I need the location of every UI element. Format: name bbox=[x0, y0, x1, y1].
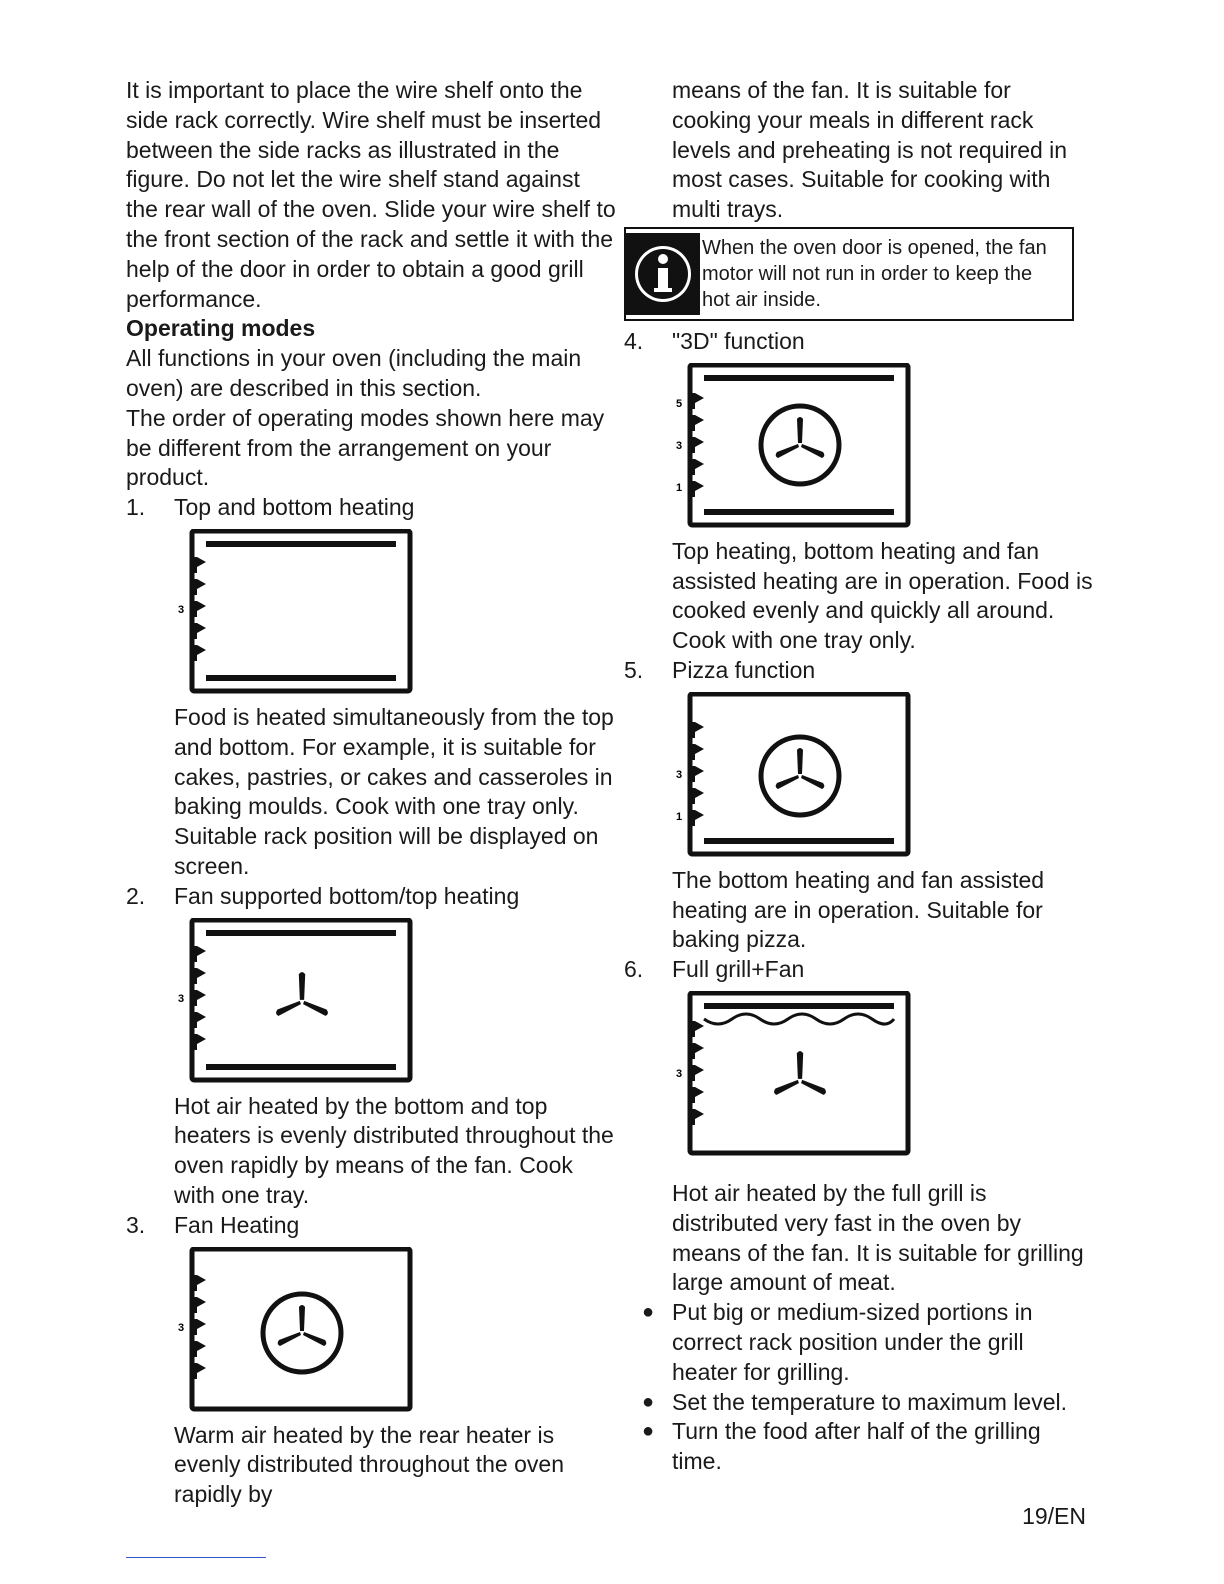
rack-label-3: 3 bbox=[676, 1067, 683, 1080]
list-item-text: Set the temperature to maximum level. bbox=[672, 1388, 1067, 1415]
mode-3-description: Warm air heated by the rear heater is evenly distributed throughout the oven rapidly by bbox=[174, 1421, 564, 1508]
rack-label-3: 3 bbox=[178, 603, 185, 616]
mode-1-number: 1. bbox=[126, 494, 146, 521]
rack-label-3: 3 bbox=[178, 992, 185, 1005]
pizza-function-icon bbox=[672, 692, 912, 858]
full-grill-fan-icon bbox=[672, 991, 912, 1157]
list-item bbox=[624, 1417, 1094, 1477]
mode-2-number: 2. bbox=[126, 882, 146, 909]
grill-tips-list bbox=[624, 1298, 1094, 1477]
mode-5-number: 5. bbox=[624, 656, 644, 683]
mode-5-title bbox=[624, 656, 1094, 686]
wire-shelf-paragraph: It is important to place the wire shelf onto the side rack correctly. Wire shelf must be inserted between the side racks as illustrated in the figure. Do not let the wire shelf stand against the rear wall of the oven. Slide your wire shelf to the front section of the rack and settle it with the help of the door in order to obtain a good grill performance. bbox=[126, 77, 616, 312]
mode-4-description: Top heating, bottom heating and fan assisted heating are in operation. Food is cooked evenly and quickly all around. Cook with one tray only. bbox=[672, 537, 1093, 654]
info-text: When the oven door is opened, the fan motor will not run in order to keep the hot air inside. bbox=[702, 236, 1047, 311]
rack-label-3: 3 bbox=[676, 439, 683, 452]
intro-paragraph-1: All functions in your oven (including the main oven) are described in this section. bbox=[126, 345, 582, 401]
list-item bbox=[624, 1388, 1094, 1418]
mode-6-description: Hot air heated by the full grill is distributed very fast in the oven by means of the fan. It is suitable for grilling large amount of meat. bbox=[672, 1179, 1084, 1296]
3d-function-icon bbox=[672, 363, 912, 529]
fan-heating-icon bbox=[174, 1247, 414, 1413]
mode-1-label: Top and bottom heating bbox=[174, 494, 415, 521]
bullet-icon: ● bbox=[641, 1390, 655, 1413]
rack-label-5: 5 bbox=[676, 397, 683, 410]
right-column bbox=[624, 76, 1094, 1477]
rack-label-1: 1 bbox=[676, 810, 683, 823]
mode-5-description: The bottom heating and fan assisted heating are in operation. Suitable for baking pizza. bbox=[672, 866, 1045, 953]
info-note bbox=[624, 227, 1074, 321]
section-heading: Operating modes bbox=[126, 315, 316, 342]
mode-1-title bbox=[126, 493, 616, 523]
mode-6-label: Full grill+Fan bbox=[672, 956, 805, 983]
mode-2-label: Fan supported bottom/top heating bbox=[174, 882, 520, 909]
mode-2-description: Hot air heated by the bottom and top heaters is evenly distributed throughout the oven rapidly by means of the fan. Cook with one tray. bbox=[174, 1092, 614, 1208]
intro-paragraph-2: The order of operating modes shown here may be different from the arrangement on your product. bbox=[126, 404, 605, 491]
list-item bbox=[624, 1298, 1094, 1387]
rack-label-3: 3 bbox=[178, 1321, 185, 1334]
page-number: 19/EN bbox=[1022, 1503, 1086, 1529]
bullet-icon: ● bbox=[641, 1301, 655, 1324]
mode-1-description: Food is heated simultaneously from the top and bottom. For example, it is suitable for cakes, pastries, or cakes and casseroles in baking moulds. Cook with one tray only. Suitable rack position will be displayed on screen. bbox=[174, 703, 614, 879]
footer-divider bbox=[126, 1557, 266, 1558]
list-item-text: Turn the food after half of the grilling time. bbox=[672, 1418, 1041, 1475]
mode-2-title bbox=[126, 882, 616, 912]
rack-label-1: 1 bbox=[676, 481, 683, 494]
bullet-icon: ● bbox=[641, 1420, 655, 1443]
mode-6-number: 6. bbox=[624, 956, 644, 983]
fan-supported-heating-icon bbox=[174, 918, 414, 1084]
top-bottom-heating-icon bbox=[174, 529, 414, 695]
list-item-text: Put big or medium-sized portions in correct rack position under the grill heater for grilling. bbox=[672, 1299, 1033, 1385]
mode-4-number: 4. bbox=[624, 327, 644, 354]
mode-4-title bbox=[624, 327, 1094, 357]
mode-6-title bbox=[624, 955, 1094, 985]
mode-3-number: 3. bbox=[126, 1211, 146, 1238]
mode-3-title bbox=[126, 1211, 616, 1241]
mode-4-label: "3D" function bbox=[672, 327, 805, 354]
left-column bbox=[126, 76, 616, 1510]
mode-5-label: Pizza function bbox=[672, 656, 816, 683]
info-icon bbox=[626, 233, 700, 315]
rack-label-3: 3 bbox=[676, 768, 683, 781]
mode-3-description-continued: means of the fan. It is suitable for cooking your meals in different rack levels and preheating is not required in most cases. Suitable for cooking with multi trays. bbox=[672, 77, 1068, 223]
mode-3-label: Fan Heating bbox=[174, 1211, 300, 1238]
